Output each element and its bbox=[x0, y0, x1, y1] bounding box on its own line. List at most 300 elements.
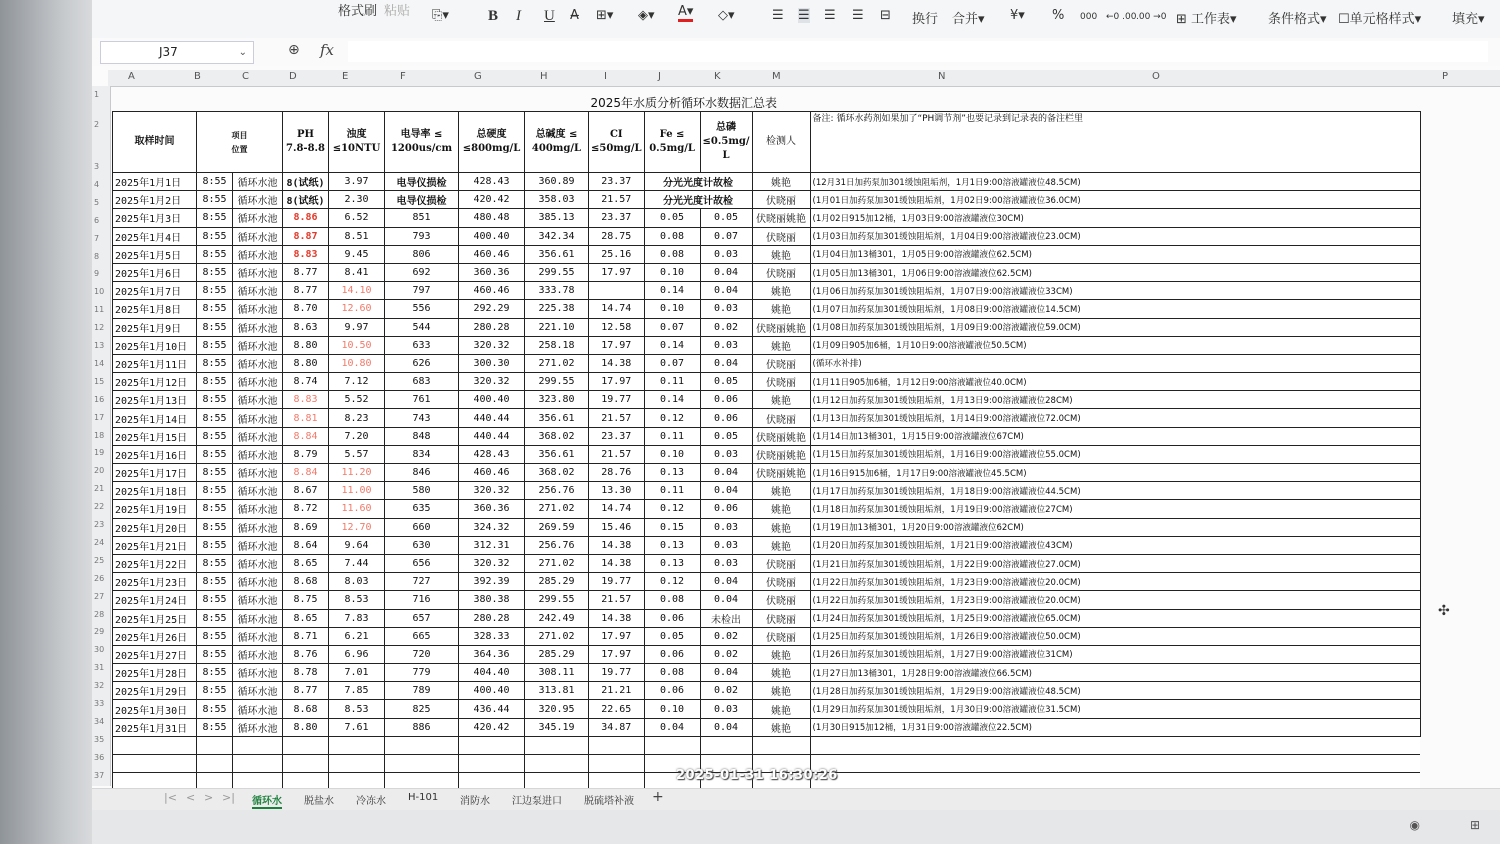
row-header[interactable]: 3 bbox=[94, 162, 100, 171]
row-header[interactable]: 36 bbox=[94, 752, 105, 762]
cell-who[interactable]: 姚艳 bbox=[752, 282, 810, 300]
cell-date[interactable]: 2025年1月19日 bbox=[113, 500, 197, 518]
cell-note[interactable]: (1月28日加药泵加301缓蚀阻垢剂，1月29日9:00溶液罐液位48.5CM) bbox=[810, 682, 1420, 700]
cell-time[interactable]: 8:55 bbox=[197, 173, 233, 191]
cell-ph[interactable]: 8(试纸) bbox=[283, 191, 329, 209]
cell-note[interactable]: (1月11日905加6桶，1月12日9:00溶液罐液位40.0CM) bbox=[810, 373, 1420, 391]
layout-icon[interactable]: ⊞ bbox=[1469, 818, 1480, 832]
row-header[interactable]: 31 bbox=[94, 663, 105, 673]
cell-fe[interactable]: 0.14 bbox=[644, 391, 700, 409]
empty-cell[interactable] bbox=[459, 754, 525, 772]
cell-hard[interactable]: 364.36 bbox=[459, 645, 525, 663]
cell-note[interactable]: (1月05日加13桶301，1月06日9:00溶液罐液位62.5CM) bbox=[810, 263, 1420, 281]
cell-p[interactable]: 0.04 bbox=[700, 354, 752, 372]
cell-alk[interactable]: 271.02 bbox=[525, 627, 589, 645]
cell-time[interactable]: 8:55 bbox=[197, 554, 233, 572]
cell-cl[interactable]: 28.75 bbox=[589, 227, 645, 245]
cell-loc[interactable]: 循环水池 bbox=[233, 536, 283, 554]
cell-tur[interactable]: 14.10 bbox=[329, 282, 385, 300]
cell-ph[interactable]: 8.76 bbox=[283, 645, 329, 663]
cell-note[interactable]: (1月18日加药泵加301缓蚀阻垢剂，1月19日9:00溶液罐液位27CM) bbox=[810, 500, 1420, 518]
cell-cond[interactable]: 580 bbox=[385, 482, 459, 500]
row-header[interactable]: 23 bbox=[94, 520, 105, 529]
first-sheet-icon[interactable]: |< bbox=[164, 791, 177, 804]
cell-p[interactable]: 0.04 bbox=[700, 464, 752, 482]
percent-button[interactable]: % bbox=[1052, 8, 1065, 23]
cell-alk[interactable]: 308.11 bbox=[525, 664, 589, 682]
cell-p[interactable]: 0.06 bbox=[700, 409, 752, 427]
row-header[interactable]: 10 bbox=[94, 287, 105, 297]
cell-cond[interactable]: 846 bbox=[385, 464, 459, 482]
cell-time[interactable]: 8:55 bbox=[197, 282, 233, 300]
row-header[interactable]: 6 bbox=[94, 215, 100, 225]
cell-hard[interactable]: 400.40 bbox=[459, 227, 525, 245]
cell-cond[interactable]: 656 bbox=[385, 554, 459, 572]
cell-tur[interactable]: 2.30 bbox=[329, 191, 385, 209]
cell-fe[interactable]: 0.08 bbox=[644, 227, 700, 245]
cell-alk[interactable]: 242.49 bbox=[525, 609, 589, 627]
cell-note[interactable]: (1月29日加药泵加301缓蚀阻垢剂，1月30日9:00溶液罐液位31.5CM) bbox=[810, 700, 1420, 718]
cell-date[interactable]: 2025年1月10日 bbox=[113, 336, 197, 354]
cell-ph[interactable]: 8.86 bbox=[283, 209, 329, 227]
cell-who[interactable]: 姚艳 bbox=[752, 173, 810, 191]
last-sheet-icon[interactable]: >| bbox=[222, 791, 235, 804]
cell-tur[interactable]: 9.45 bbox=[329, 245, 385, 263]
format-painter-button[interactable]: 格式刷 bbox=[338, 4, 378, 19]
row-header[interactable]: 28 bbox=[94, 609, 105, 619]
tab-6[interactable]: 脱硫塔补液 bbox=[584, 796, 634, 807]
cell-tur[interactable]: 7.20 bbox=[329, 427, 385, 445]
cell-loc[interactable]: 循环水池 bbox=[233, 336, 283, 354]
row-header[interactable]: 15 bbox=[94, 376, 105, 386]
row-header[interactable]: 4 bbox=[94, 179, 100, 189]
cell-date[interactable]: 2025年1月6日 bbox=[113, 263, 197, 281]
cell-fe[interactable]: 0.10 bbox=[644, 300, 700, 318]
cell-time[interactable]: 8:55 bbox=[197, 391, 233, 409]
cell-ph[interactable]: 8.78 bbox=[283, 664, 329, 682]
cell-ph[interactable]: 8.80 bbox=[283, 718, 329, 736]
chevron-down-icon[interactable]: ⌄ bbox=[238, 47, 247, 58]
cell-alk[interactable]: 299.55 bbox=[525, 263, 589, 281]
justify-icon[interactable]: ☰ bbox=[852, 8, 864, 23]
empty-cell[interactable] bbox=[329, 736, 385, 754]
cell-alk[interactable]: 299.55 bbox=[525, 373, 589, 391]
empty-cell[interactable] bbox=[385, 754, 459, 772]
column-header-e[interactable]: E bbox=[342, 71, 349, 82]
cell-cl[interactable]: 19.77 bbox=[589, 391, 645, 409]
cell-date[interactable]: 2025年1月4日 bbox=[113, 227, 197, 245]
cell-ph[interactable]: 8.84 bbox=[283, 427, 329, 445]
cell-hard[interactable]: 380.38 bbox=[459, 591, 525, 609]
column-header-p[interactable]: P bbox=[1442, 71, 1449, 82]
cell-alk[interactable]: 269.59 bbox=[525, 518, 589, 536]
cell-p[interactable]: 0.04 bbox=[700, 282, 752, 300]
cell-ph[interactable]: 8.68 bbox=[283, 700, 329, 718]
cell-loc[interactable]: 循环水池 bbox=[233, 609, 283, 627]
cell-p[interactable]: 0.03 bbox=[700, 518, 752, 536]
cell-p[interactable]: 0.03 bbox=[700, 554, 752, 572]
cell-tur[interactable]: 6.21 bbox=[329, 627, 385, 645]
row-header[interactable]: 2 bbox=[94, 120, 100, 129]
row-header[interactable]: 34 bbox=[94, 716, 105, 726]
cell-tur[interactable]: 11.00 bbox=[329, 482, 385, 500]
cell-who[interactable]: 伏晓丽姚艳 bbox=[752, 464, 810, 482]
view-icon[interactable]: ◉ bbox=[1409, 818, 1420, 832]
empty-cell[interactable] bbox=[197, 754, 233, 772]
cell-time[interactable]: 8:55 bbox=[197, 336, 233, 354]
cell-alk[interactable]: 356.61 bbox=[525, 245, 589, 263]
row-header[interactable]: 7 bbox=[94, 233, 100, 243]
row-header[interactable]: 26 bbox=[94, 573, 105, 583]
cell-p[interactable]: 0.04 bbox=[700, 482, 752, 500]
cell-loc[interactable]: 循环水池 bbox=[233, 409, 283, 427]
cell-who[interactable]: 姚艳 bbox=[752, 645, 810, 663]
cell-cl[interactable]: 17.97 bbox=[589, 373, 645, 391]
column-header-g[interactable]: G bbox=[474, 71, 482, 82]
cell-p[interactable]: 0.06 bbox=[700, 391, 752, 409]
cell-who[interactable]: 姚艳 bbox=[752, 391, 810, 409]
cell-loc[interactable]: 循环水池 bbox=[233, 245, 283, 263]
cell-tur[interactable]: 7.01 bbox=[329, 664, 385, 682]
cell-hard[interactable]: 292.29 bbox=[459, 300, 525, 318]
tab-0[interactable]: 循环水 bbox=[252, 792, 282, 809]
zoom-icon[interactable]: ⊕ bbox=[288, 42, 300, 58]
cell-note[interactable]: (1月30日915加12桶，1月31日9:00溶液罐液位22.5CM) bbox=[810, 718, 1420, 736]
column-header-j[interactable]: J bbox=[658, 71, 661, 82]
cell-alk[interactable]: 323.80 bbox=[525, 391, 589, 409]
cell-alk[interactable]: 356.61 bbox=[525, 409, 589, 427]
cell-loc[interactable]: 循环水池 bbox=[233, 300, 283, 318]
cell-fe[interactable]: 0.13 bbox=[644, 464, 700, 482]
cell-cl[interactable]: 12.58 bbox=[589, 318, 645, 336]
column-header-i[interactable]: I bbox=[604, 71, 607, 82]
cell-alk[interactable]: 258.18 bbox=[525, 336, 589, 354]
cell-who[interactable]: 姚艳 bbox=[752, 682, 810, 700]
cell-hard[interactable]: 320.32 bbox=[459, 554, 525, 572]
row-header[interactable]: 30 bbox=[94, 645, 105, 655]
prev-sheet-icon[interactable]: < bbox=[186, 791, 196, 804]
cell-p[interactable]: 0.02 bbox=[700, 627, 752, 645]
column-header-c[interactable]: C bbox=[242, 71, 249, 82]
cell-p[interactable]: 0.03 bbox=[700, 336, 752, 354]
cell-fe[interactable]: 分光光度计故检 bbox=[644, 191, 752, 209]
cell-p[interactable]: 0.03 bbox=[700, 536, 752, 554]
column-header-f[interactable]: F bbox=[400, 71, 406, 82]
cell-alk[interactable]: 271.02 bbox=[525, 354, 589, 372]
row-header[interactable]: 11 bbox=[94, 305, 105, 315]
cell-style-button[interactable]: ☐单元格样式▾ bbox=[1338, 12, 1422, 27]
cell-fe[interactable]: 分光光度计故检 bbox=[644, 173, 752, 191]
cell-note[interactable]: (1月12日加药泵加301缓蚀阻垢剂，1月13日9:00溶液罐液位28CM) bbox=[810, 391, 1420, 409]
cell-cond[interactable]: 834 bbox=[385, 445, 459, 463]
cell-who[interactable]: 伏晓丽 bbox=[752, 373, 810, 391]
cell-who[interactable]: 伏晓丽 bbox=[752, 591, 810, 609]
cell-who[interactable]: 伏晓丽 bbox=[752, 191, 810, 209]
italic-button[interactable]: I bbox=[516, 8, 521, 24]
cell-cond[interactable]: 789 bbox=[385, 682, 459, 700]
cell-cond[interactable]: 720 bbox=[385, 645, 459, 663]
cell-date[interactable]: 2025年1月5日 bbox=[113, 245, 197, 263]
cell-who[interactable]: 姚艳 bbox=[752, 245, 810, 263]
empty-cell[interactable] bbox=[233, 754, 283, 772]
cell-cl[interactable]: 21.57 bbox=[589, 191, 645, 209]
cell-who[interactable]: 伏晓丽 bbox=[752, 554, 810, 572]
cell-note[interactable]: (1月07日加药泵加301缓蚀阻垢剂，1月08日9:00溶液罐液位14.5CM) bbox=[810, 300, 1420, 318]
cell-note[interactable]: (1月14日加13桶301，1月15日9:00溶液罐液位67CM) bbox=[810, 427, 1420, 445]
cell-hard[interactable]: 392.39 bbox=[459, 573, 525, 591]
cell-alk[interactable]: 342.34 bbox=[525, 227, 589, 245]
cell-time[interactable]: 8:55 bbox=[197, 664, 233, 682]
cell-time[interactable]: 8:55 bbox=[197, 518, 233, 536]
cell-loc[interactable]: 循环水池 bbox=[233, 482, 283, 500]
underline-button[interactable]: U bbox=[544, 8, 555, 24]
cell-fe[interactable]: 0.07 bbox=[644, 318, 700, 336]
cell-ph[interactable]: 8.65 bbox=[283, 554, 329, 572]
cell-hard[interactable]: 428.43 bbox=[459, 445, 525, 463]
cell-p[interactable]: 0.03 bbox=[700, 300, 752, 318]
cell-fe[interactable]: 0.10 bbox=[644, 445, 700, 463]
cell-ph[interactable]: 8.63 bbox=[283, 318, 329, 336]
cell-p[interactable]: 0.03 bbox=[700, 245, 752, 263]
cell-who[interactable]: 伏晓丽 bbox=[752, 263, 810, 281]
cell-fe[interactable]: 0.12 bbox=[644, 409, 700, 427]
cell-date[interactable]: 2025年1月9日 bbox=[113, 318, 197, 336]
cell-loc[interactable]: 循环水池 bbox=[233, 227, 283, 245]
cell-hard[interactable]: 280.28 bbox=[459, 609, 525, 627]
cell-note[interactable]: (1月22日加药泵加301缓蚀阻垢剂，1月23日9:00溶液罐液位20.0CM) bbox=[810, 573, 1420, 591]
cell-date[interactable]: 2025年1月20日 bbox=[113, 518, 197, 536]
cell-cond[interactable]: 657 bbox=[385, 609, 459, 627]
cell-cl[interactable]: 19.77 bbox=[589, 664, 645, 682]
cell-loc[interactable]: 循环水池 bbox=[233, 664, 283, 682]
empty-cell[interactable] bbox=[752, 736, 810, 754]
cell-date[interactable]: 2025年1月27日 bbox=[113, 645, 197, 663]
cell-hard[interactable]: 320.32 bbox=[459, 482, 525, 500]
cell-hard[interactable]: 460.46 bbox=[459, 245, 525, 263]
cell-loc[interactable]: 循环水池 bbox=[233, 573, 283, 591]
cell-loc[interactable]: 循环水池 bbox=[233, 173, 283, 191]
cell-date[interactable]: 2025年1月14日 bbox=[113, 409, 197, 427]
cell-date[interactable]: 2025年1月13日 bbox=[113, 391, 197, 409]
cell-loc[interactable]: 循环水池 bbox=[233, 282, 283, 300]
cell-loc[interactable]: 循环水池 bbox=[233, 682, 283, 700]
cell-note[interactable]: (1月20日加药泵加301缓蚀阻垢剂，1月21日9:00溶液罐液位43CM) bbox=[810, 536, 1420, 554]
cell-p[interactable]: 0.03 bbox=[700, 700, 752, 718]
cell-ph[interactable]: 8.80 bbox=[283, 336, 329, 354]
cell-cl[interactable]: 14.38 bbox=[589, 554, 645, 572]
cell-tur[interactable]: 7.44 bbox=[329, 554, 385, 572]
cell-cl[interactable]: 17.97 bbox=[589, 645, 645, 663]
cell-alk[interactable]: 271.02 bbox=[525, 554, 589, 572]
cell-ph[interactable]: 8.69 bbox=[283, 518, 329, 536]
cell-fe[interactable]: 0.12 bbox=[644, 573, 700, 591]
cell-date[interactable]: 2025年1月30日 bbox=[113, 700, 197, 718]
row-header[interactable]: 13 bbox=[94, 341, 105, 350]
cell-fe[interactable]: 0.08 bbox=[644, 591, 700, 609]
cell-hard[interactable]: 460.46 bbox=[459, 282, 525, 300]
cell-note[interactable]: (1月06日加药泵加301缓蚀阻垢剂，1月07日9:00溶液罐液位33CM) bbox=[810, 282, 1420, 300]
cell-alk[interactable]: 345.19 bbox=[525, 718, 589, 736]
cell-p[interactable]: 0.02 bbox=[700, 318, 752, 336]
cell-cl[interactable]: 15.46 bbox=[589, 518, 645, 536]
cell-cl[interactable]: 19.77 bbox=[589, 573, 645, 591]
empty-cell[interactable] bbox=[283, 754, 329, 772]
cell-note[interactable]: (1月04日加13桶301，1月05日9:00溶液罐液位62.5CM) bbox=[810, 245, 1420, 263]
cell-who[interactable]: 姚艳 bbox=[752, 664, 810, 682]
cell-cl[interactable]: 21.57 bbox=[589, 409, 645, 427]
name-box[interactable] bbox=[100, 41, 254, 64]
cell-cond[interactable]: 716 bbox=[385, 591, 459, 609]
cell-loc[interactable]: 循环水池 bbox=[233, 718, 283, 736]
cell-loc[interactable]: 循环水池 bbox=[233, 500, 283, 518]
cell-alk[interactable]: 225.38 bbox=[525, 300, 589, 318]
cell-cl[interactable]: 17.97 bbox=[589, 627, 645, 645]
cell-alk[interactable]: 299.55 bbox=[525, 591, 589, 609]
cell-date[interactable]: 2025年1月18日 bbox=[113, 482, 197, 500]
cell-tur[interactable]: 3.97 bbox=[329, 173, 385, 191]
cell-cond[interactable]: 743 bbox=[385, 409, 459, 427]
row-header[interactable]: 29 bbox=[94, 627, 105, 637]
cell-cl[interactable]: 14.38 bbox=[589, 354, 645, 372]
cell-who[interactable]: 姚艳 bbox=[752, 718, 810, 736]
cell-note[interactable]: (1月26日加药泵加301缓蚀阻垢剂，1月27日9:00溶液罐液位31CM) bbox=[810, 645, 1420, 663]
cell-time[interactable]: 8:55 bbox=[197, 718, 233, 736]
currency-button[interactable]: ¥▾ bbox=[1010, 8, 1025, 23]
empty-cell[interactable] bbox=[810, 754, 1420, 772]
row-header[interactable]: 1 bbox=[94, 90, 100, 99]
cell-date[interactable]: 2025年1月1日 bbox=[113, 173, 197, 191]
cell-loc[interactable]: 循环水池 bbox=[233, 354, 283, 372]
cell-fe[interactable]: 0.08 bbox=[644, 245, 700, 263]
cell-who[interactable]: 伏晓丽 bbox=[752, 609, 810, 627]
cell-cl[interactable]: 21.21 bbox=[589, 682, 645, 700]
cell-fe[interactable]: 0.06 bbox=[644, 682, 700, 700]
decrease-decimal-icon[interactable]: .00 →0 bbox=[1136, 12, 1167, 22]
cell-tur[interactable]: 7.83 bbox=[329, 609, 385, 627]
cell-p[interactable]: 0.05 bbox=[700, 373, 752, 391]
cell-tur[interactable]: 12.60 bbox=[329, 300, 385, 318]
cell-hard[interactable]: 280.28 bbox=[459, 318, 525, 336]
cell-note[interactable]: (1月27日加13桶301，1月28日9:00溶液罐液位66.5CM) bbox=[810, 664, 1420, 682]
fx-icon[interactable]: fx bbox=[320, 41, 335, 59]
cell-hard[interactable]: 360.36 bbox=[459, 500, 525, 518]
cell-note[interactable]: (1月03日加药泵加301缓蚀阻垢剂，1月04日9:00溶液罐液位23.0CM) bbox=[810, 227, 1420, 245]
cell-cond[interactable]: 806 bbox=[385, 245, 459, 263]
cell-time[interactable]: 8:55 bbox=[197, 427, 233, 445]
cell-fe[interactable]: 0.14 bbox=[644, 336, 700, 354]
cell-cl[interactable]: 34.87 bbox=[589, 718, 645, 736]
cell-cl[interactable]: 23.37 bbox=[589, 209, 645, 227]
cell-cond[interactable]: 626 bbox=[385, 354, 459, 372]
cell-date[interactable]: 2025年1月7日 bbox=[113, 282, 197, 300]
cell-hard[interactable]: 312.31 bbox=[459, 536, 525, 554]
cell-cond[interactable]: 电导仪损检 bbox=[385, 191, 459, 209]
cell-who[interactable]: 姚艳 bbox=[752, 482, 810, 500]
add-sheet-icon[interactable]: + bbox=[652, 789, 664, 805]
cell-cond[interactable]: 761 bbox=[385, 391, 459, 409]
cell-p[interactable]: 0.05 bbox=[700, 209, 752, 227]
next-sheet-icon[interactable]: > bbox=[204, 791, 214, 804]
cell-hard[interactable]: 404.40 bbox=[459, 664, 525, 682]
cell-loc[interactable]: 循环水池 bbox=[233, 263, 283, 281]
cell-alk[interactable]: 368.02 bbox=[525, 427, 589, 445]
cell-time[interactable]: 8:55 bbox=[197, 191, 233, 209]
cell-date[interactable]: 2025年1月8日 bbox=[113, 300, 197, 318]
empty-cell[interactable] bbox=[329, 754, 385, 772]
cell-ph[interactable]: 8.71 bbox=[283, 627, 329, 645]
cell-cond[interactable]: 692 bbox=[385, 263, 459, 281]
cell-cond[interactable]: 848 bbox=[385, 427, 459, 445]
cell-hard[interactable]: 320.32 bbox=[459, 336, 525, 354]
cell-fe[interactable]: 0.04 bbox=[644, 718, 700, 736]
fill-button[interactable]: 填充▾ bbox=[1452, 12, 1485, 27]
cell-time[interactable]: 8:55 bbox=[197, 354, 233, 372]
cell-fe[interactable]: 0.07 bbox=[644, 354, 700, 372]
column-header-o[interactable]: O bbox=[1152, 71, 1160, 82]
cell-alk[interactable]: 285.29 bbox=[525, 573, 589, 591]
column-header-h[interactable]: H bbox=[540, 71, 548, 82]
cell-p[interactable]: 0.02 bbox=[700, 682, 752, 700]
cell-hard[interactable]: 324.32 bbox=[459, 518, 525, 536]
cell-time[interactable]: 8:55 bbox=[197, 682, 233, 700]
cell-note[interactable]: (1月22日加药泵加301缓蚀阻垢剂，1月23日9:00溶液罐液位20.0CM) bbox=[810, 591, 1420, 609]
cell-date[interactable]: 2025年1月23日 bbox=[113, 573, 197, 591]
row-header[interactable]: 32 bbox=[94, 681, 105, 691]
bold-button[interactable]: B bbox=[488, 8, 499, 24]
cell-who[interactable]: 伏晓丽 bbox=[752, 627, 810, 645]
cell-cl[interactable]: 23.37 bbox=[589, 427, 645, 445]
cell-hard[interactable]: 400.40 bbox=[459, 391, 525, 409]
row-header[interactable]: 9 bbox=[94, 269, 100, 279]
cell-alk[interactable]: 271.02 bbox=[525, 500, 589, 518]
thousands-button[interactable]: 000 bbox=[1080, 12, 1098, 22]
cell-loc[interactable]: 循环水池 bbox=[233, 591, 283, 609]
cell-cond[interactable]: 630 bbox=[385, 536, 459, 554]
cell-who[interactable]: 伏晓丽 bbox=[752, 573, 810, 591]
cell-fe[interactable]: 0.10 bbox=[644, 263, 700, 281]
cell-ph[interactable]: 8.70 bbox=[283, 300, 329, 318]
clear-format-icon[interactable]: ◇▾ bbox=[718, 8, 735, 23]
cell-fe[interactable]: 0.15 bbox=[644, 518, 700, 536]
cell-tur[interactable]: 9.64 bbox=[329, 536, 385, 554]
cell-time[interactable]: 8:55 bbox=[197, 482, 233, 500]
cell-tur[interactable]: 10.80 bbox=[329, 354, 385, 372]
cell-date[interactable]: 2025年1月3日 bbox=[113, 209, 197, 227]
cell-cl[interactable]: 25.16 bbox=[589, 245, 645, 263]
cell-fe[interactable]: 0.06 bbox=[644, 609, 700, 627]
cell-p[interactable]: 0.07 bbox=[700, 227, 752, 245]
cell-tur[interactable]: 6.96 bbox=[329, 645, 385, 663]
cell-tur[interactable]: 8.41 bbox=[329, 263, 385, 281]
row-header[interactable]: 14 bbox=[94, 358, 105, 368]
cell-date[interactable]: 2025年1月12日 bbox=[113, 373, 197, 391]
conditional-format-button[interactable]: 条件格式▾ bbox=[1268, 12, 1327, 27]
cell-cond[interactable]: 797 bbox=[385, 282, 459, 300]
cell-alk[interactable]: 385.13 bbox=[525, 209, 589, 227]
cell-alk[interactable]: 285.29 bbox=[525, 645, 589, 663]
cell-ph[interactable]: 8.79 bbox=[283, 445, 329, 463]
border-icon[interactable]: ⊞▾ bbox=[596, 8, 614, 23]
cell-tur[interactable]: 8.23 bbox=[329, 409, 385, 427]
cell-fe[interactable]: 0.08 bbox=[644, 664, 700, 682]
cell-alk[interactable]: 333.78 bbox=[525, 282, 589, 300]
cell-ph[interactable]: 8.80 bbox=[283, 354, 329, 372]
cell-hard[interactable]: 436.44 bbox=[459, 700, 525, 718]
cell-note[interactable]: (1月01日加药泵加301缓蚀阻垢剂，1月02日9:00溶液罐液位36.0CM) bbox=[810, 191, 1420, 209]
cell-ph[interactable]: 8.77 bbox=[283, 682, 329, 700]
cell-loc[interactable]: 循环水池 bbox=[233, 209, 283, 227]
cell-ph[interactable]: 8.84 bbox=[283, 464, 329, 482]
